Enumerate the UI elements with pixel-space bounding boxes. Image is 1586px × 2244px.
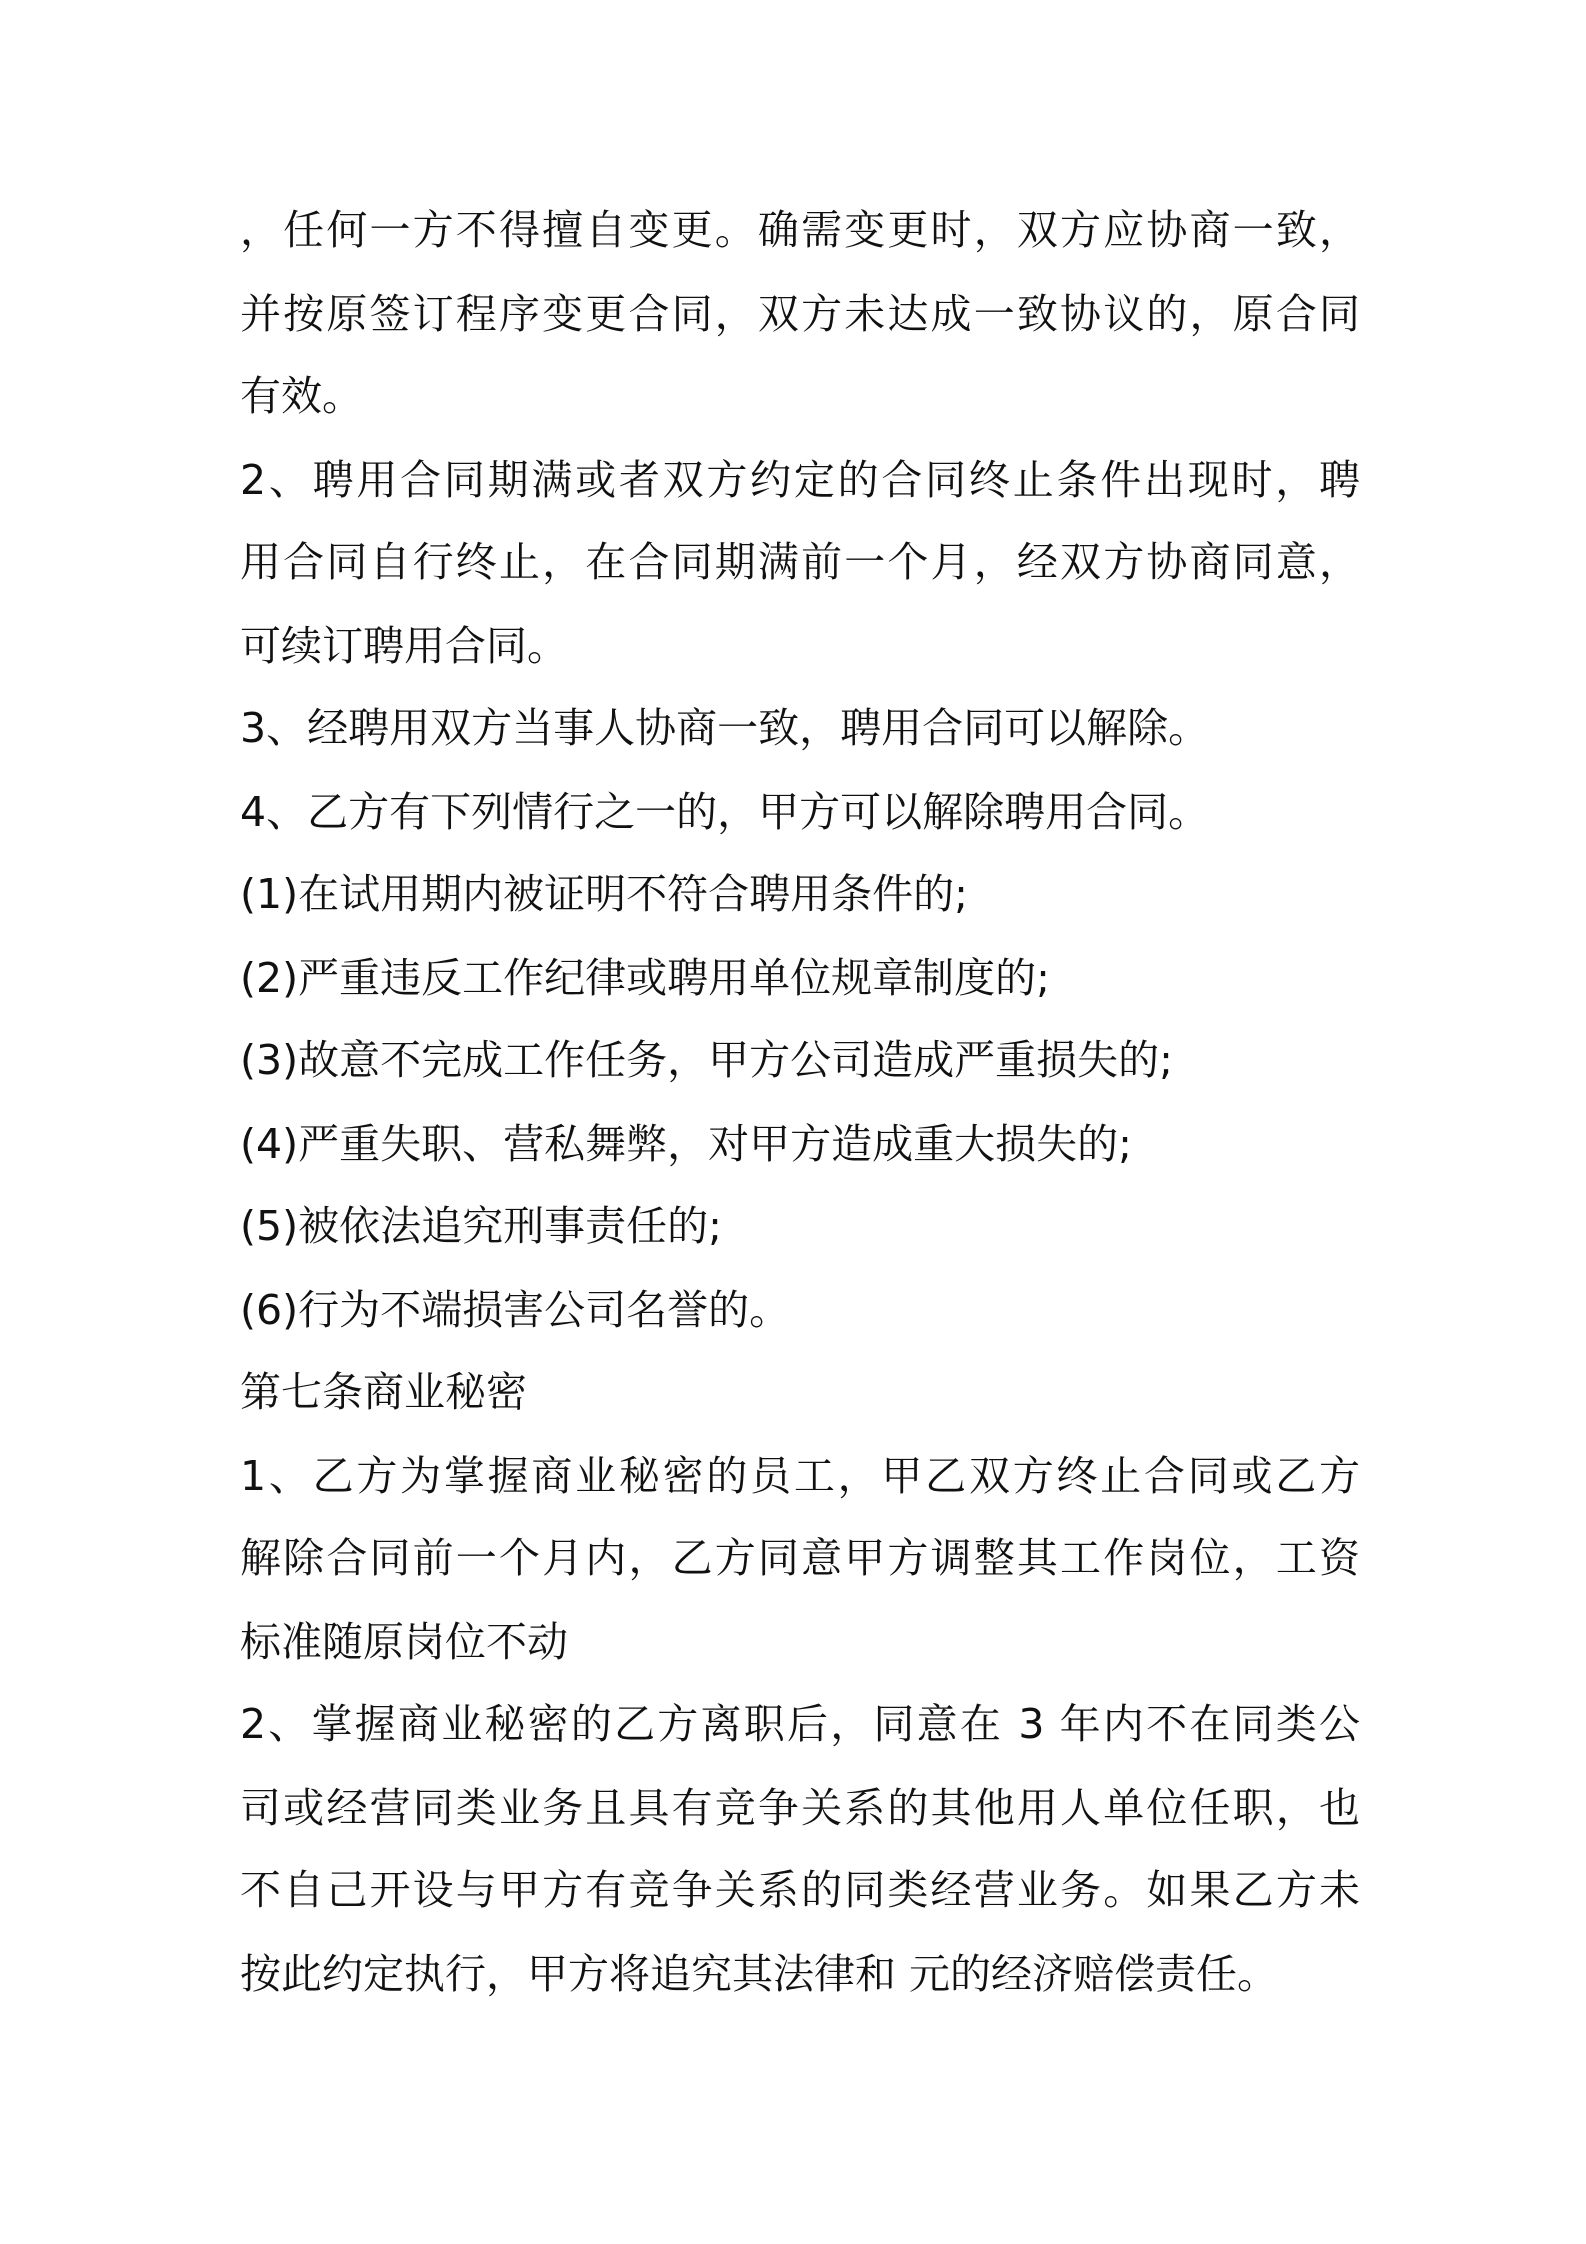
text-line: 并按原签订程序变更合同，双方未达成一致协议的，原合同: [240, 290, 1360, 338]
text-line: 不自己开设与甲方有竞争关系的同类经营业务。如果乙方未: [240, 1866, 1360, 1914]
section-heading: 第七条商业秘密: [240, 1368, 527, 1416]
text-line: 1、乙方为掌握商业秘密的员工，甲乙双方终止合同或乙方: [240, 1452, 1360, 1500]
text-line: (4)严重失职、营私舞弊，对甲方造成重大损失的;: [240, 1120, 1132, 1168]
text-line: 有效。: [240, 372, 363, 420]
text-line: (5)被依法追究刑事责任的;: [240, 1202, 722, 1250]
text-line: 3、经聘用双方当事人协商一致，聘用合同可以解除。: [240, 704, 1210, 752]
text-line: 用合同自行终止，在合同期满前一个月，经双方协商同意，: [240, 538, 1360, 586]
text-line: 解除合同前一个月内，乙方同意甲方调整其工作岗位，工资: [240, 1534, 1360, 1582]
text-line: 2、掌握商业秘密的乙方离职后，同意在 3 年内不在同类公: [240, 1700, 1360, 1748]
text-line: (2)严重违反工作纪律或聘用单位规章制度的;: [240, 954, 1050, 1002]
text-line: (1)在试用期内被证明不符合聘用条件的;: [240, 870, 968, 918]
text-line: 按此约定执行，甲方将追究其法律和 元的经济赔偿责任。: [240, 1950, 1279, 1998]
text-line: (6)行为不端损害公司名誉的。: [240, 1286, 791, 1334]
text-line: 2、聘用合同期满或者双方约定的合同终止条件出现时，聘: [240, 456, 1360, 504]
text-line: 标准随原岗位不动: [240, 1618, 568, 1666]
text-line: (3)故意不完成工作任务，甲方公司造成严重损失的;: [240, 1036, 1173, 1084]
text-line: 4、乙方有下列情行之一的，甲方可以解除聘用合同。: [240, 788, 1210, 836]
text-line: 司或经营同类业务且具有竞争关系的其他用人单位任职，也: [240, 1784, 1360, 1832]
text-line: 可续订聘用合同。: [240, 622, 568, 670]
text-line: ，任何一方不得擅自变更。确需变更时，双方应协商一致，: [240, 206, 1360, 254]
